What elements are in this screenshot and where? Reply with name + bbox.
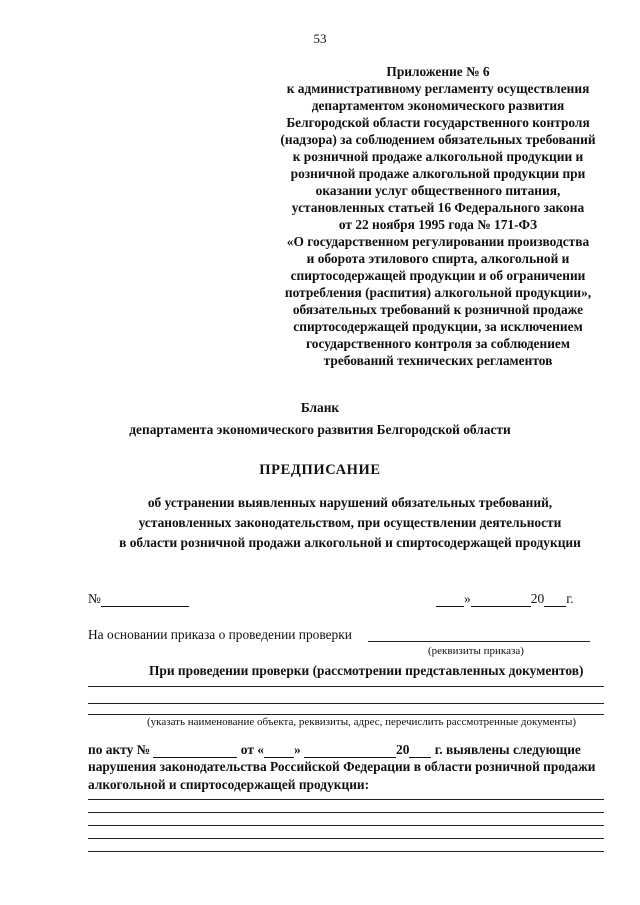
appendix-line: спиртосодержащей продукции, за исключением [293, 319, 583, 334]
act-suffix: г. выявлены следующие [434, 742, 581, 757]
appendix-line: оказании услуг общественного питания, [315, 183, 561, 198]
appendix-line: (надзора) за соблюдением обязательных требований [280, 132, 596, 147]
violations-line-4[interactable] [88, 838, 604, 839]
act-from: от « [240, 742, 264, 757]
number-field [88, 590, 189, 607]
order-details-hint: (реквизиты приказа) [428, 645, 524, 657]
appendix-line: розничной продаже алкогольной продукции при [290, 166, 586, 181]
document-title: ПРЕДПИСАНИЕ [259, 462, 381, 478]
document-subtitle [30, 493, 640, 553]
violations-line-3[interactable] [88, 825, 604, 826]
quote-close: » [464, 591, 471, 606]
act-line-3: алкогольной и спиртосодержащей продукции: [88, 777, 370, 792]
appendix-line: к розничной продаже алкогольной продукции и [292, 149, 584, 164]
violations-line-2[interactable] [88, 812, 604, 813]
year-blank[interactable] [544, 590, 566, 607]
appendix-line: «О государственном регулировании производства [286, 234, 590, 249]
act-row [88, 741, 581, 758]
appendix-line: обязательных требований к розничной продаже [292, 302, 584, 317]
subtitle-line: об устранении выявленных нарушений обязательных требований, [147, 495, 553, 510]
appendix-line: к административному регламенту осуществления [286, 81, 590, 96]
blank-header [0, 397, 640, 441]
date-field [436, 590, 574, 607]
inspection-label: При проведении проверки (рассмотрении представленных документов) [149, 663, 584, 678]
act-month-blank[interactable] [304, 741, 396, 758]
act-year-blank[interactable] [409, 741, 431, 758]
number-blank[interactable] [101, 590, 189, 607]
appendix-header [258, 63, 618, 369]
act-prefix: по акту № [88, 742, 151, 757]
act-number-blank[interactable] [153, 741, 237, 758]
appendix-line: спиртосодержащей продукции и об ограничении [290, 268, 586, 283]
month-blank[interactable] [471, 590, 531, 607]
year-prefix: 20 [530, 591, 545, 606]
act-quote-close: » [293, 742, 301, 757]
inspection-line-3[interactable] [88, 714, 604, 715]
appendix-line: государственного контроля за соблюдением [306, 336, 570, 351]
act-day-blank[interactable] [264, 741, 294, 758]
violations-line-1[interactable] [88, 799, 604, 800]
appendix-line: Белгородской области государственного контроля [286, 115, 590, 130]
appendix-line: департаментом экономического развития [311, 98, 565, 113]
act-year-prefix: 20 [396, 742, 410, 757]
inspection-line-2[interactable] [88, 703, 604, 704]
number-sign: № [88, 591, 101, 606]
subtitle-line: установленных законодательством, при осуществлении деятельности [138, 515, 562, 530]
order-basis-label: На основании приказа о проведении проверки [88, 627, 352, 642]
appendix-line: требований технических регламентов [323, 353, 553, 368]
inspection-line-1[interactable] [88, 686, 604, 687]
department-name: департамента экономического развития Белгородской области [129, 422, 511, 437]
blank-label: Бланк [300, 400, 340, 415]
appendix-line: установленных статьей 16 Федерального закона [291, 200, 585, 215]
appendix-line: от 22 ноября 1995 года № 171-ФЗ [338, 217, 538, 232]
order-details-line[interactable] [368, 641, 590, 642]
appendix-title: Приложение № 6 [386, 64, 490, 79]
violations-line-5[interactable] [88, 851, 604, 852]
page-number: 53 [313, 31, 327, 46]
inspection-hint: (указать наименование объекта, реквизиты, адрес, перечислить рассмотренные документы) [147, 716, 577, 728]
subtitle-line: в области розничной продажи алкогольной и спиртосодержащей продукции [119, 535, 581, 550]
appendix-line: и оборота этилового спирта, алкогольной и [306, 251, 570, 266]
day-blank[interactable] [436, 590, 464, 607]
act-line-2: нарушения законодательства Российской Федерации в области розничной продажи [88, 759, 596, 774]
year-suffix: г. [566, 591, 574, 606]
appendix-line: потребления (распития) алкогольной продукции», [284, 285, 592, 300]
